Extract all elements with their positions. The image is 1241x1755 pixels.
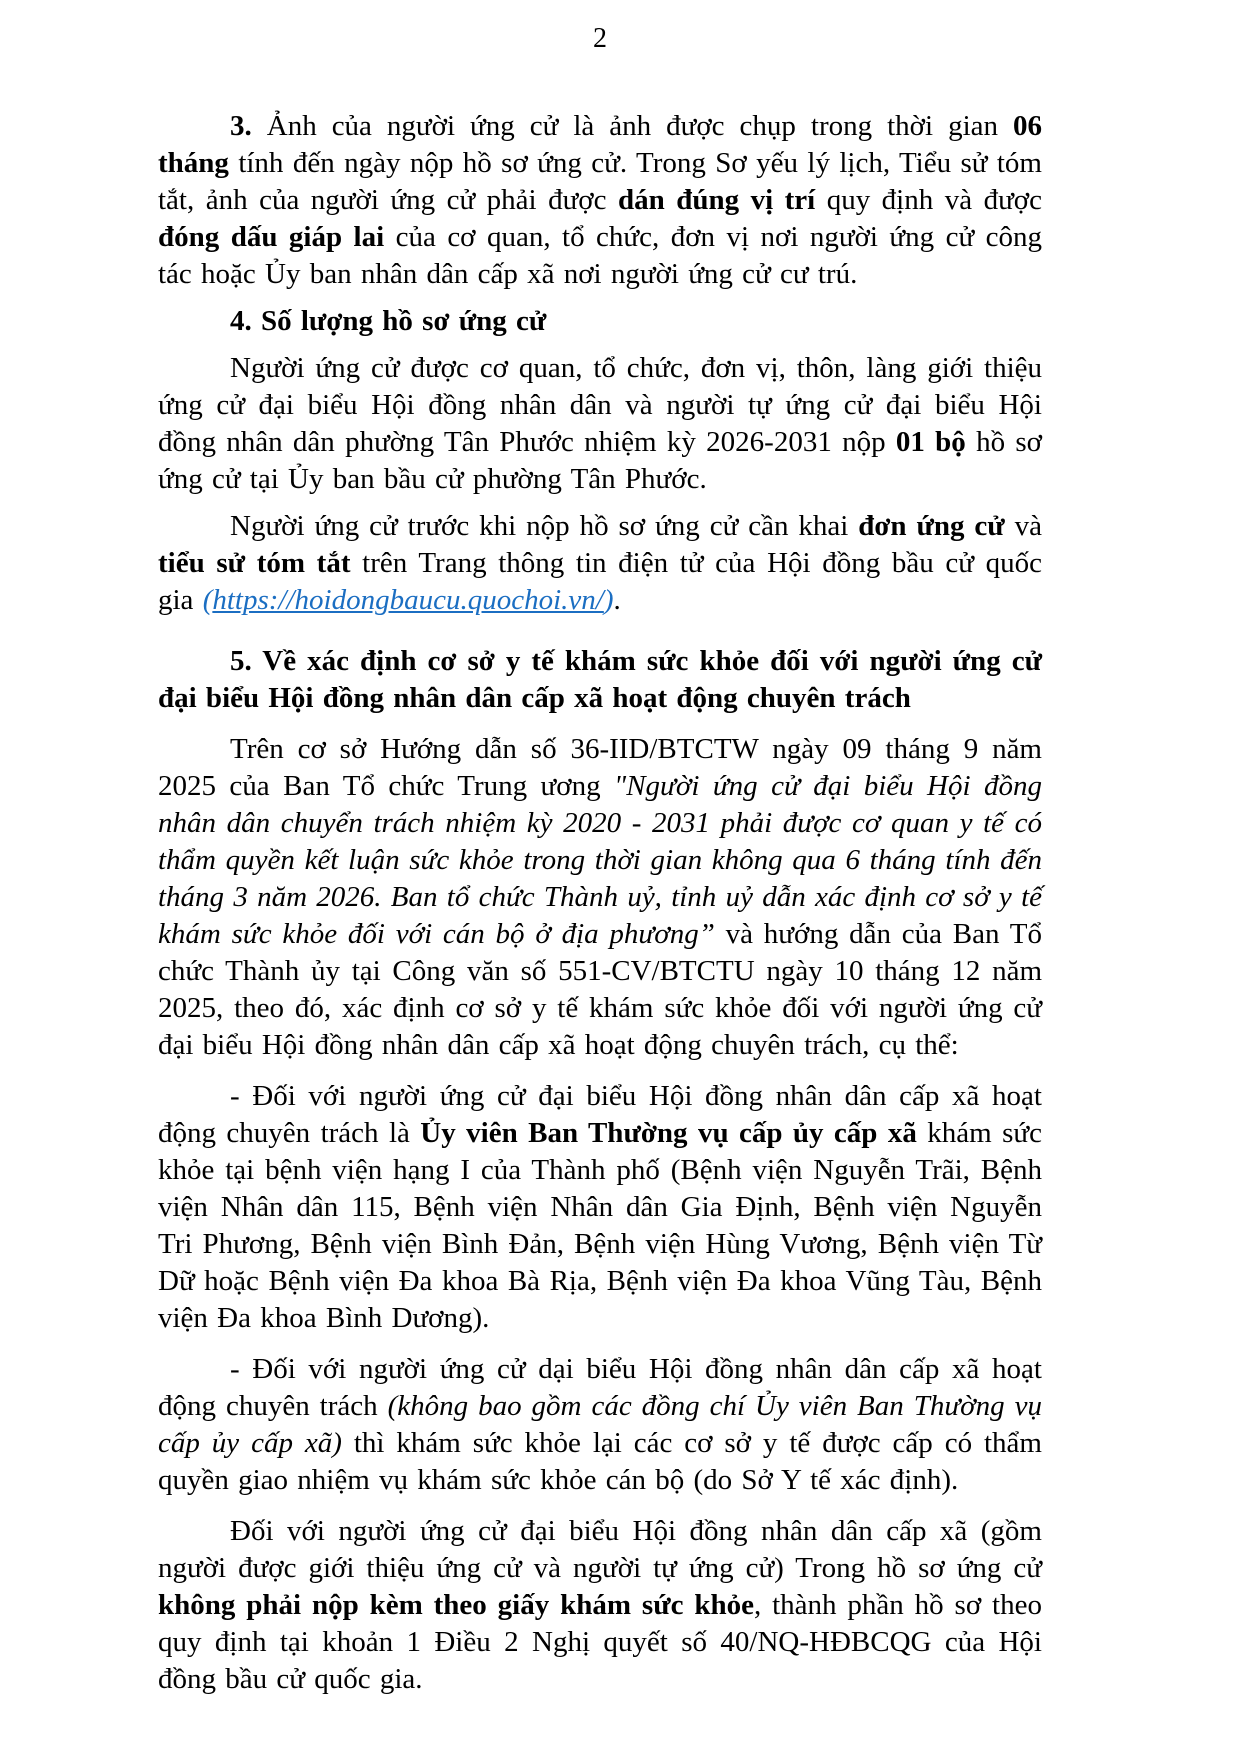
text-run: 01 bộ: [895, 426, 966, 458]
heading-5-kham-suc-khoe: [158, 643, 1042, 717]
text-run: đóng dấu giáp lai: [158, 221, 385, 253]
paragraph-5-uy-vien-thuong-vu: [158, 1078, 1042, 1337]
hyperlink-hoidongbaucu[interactable]: https://hoidongbaucu.quochoi.vn/: [212, 584, 604, 616]
text-run: Ảnh của người ứng cử là ảnh được chụp trong thời gian: [266, 110, 1013, 142]
paragraph-5-khong-bao-gom: [158, 1351, 1042, 1499]
text-run: Trên cơ sở Hướng dẫn số 36-IID/BTCTW ngày 09 tháng 9 năm 2025 của Ban Tổ chức Trung ương: [158, 733, 1042, 802]
text-run: "Người ứng cử đại biểu Hội đồng nhân dân chuyển trách nhiệm kỳ 2020 - 2031 phải được cơ quan y tế có thẩm quyền kết luận sức khỏe trong thời gian không qua 6 tháng tính đến tháng 3 năm 2026. Ban tổ chức Thành uỷ, tỉnh uỷ dẫn xác định cơ sở y tế khám sức khỏe đối với cán bộ ở địa phương”: [158, 770, 1042, 950]
text-run: - Đối với người ứng cử đại biểu Hội đồng nhân dân cấp xã hoạt động chuyên trách là: [158, 1080, 1042, 1149]
text-run: quy định và được: [815, 184, 1042, 216]
text-run: 06 tháng: [158, 110, 1042, 179]
paragraph-5-khong-nop-giay-kham: [158, 1513, 1042, 1698]
text-run: đơn ứng cử: [858, 510, 1005, 542]
text-run: ): [603, 584, 614, 616]
text-run: Người ứng cử được cơ quan, tổ chức, đơn vị, thôn, làng giới thiệu ứng cử đại biểu Hội đồng nhân dân và người tự ứng cử đại biểu Hội đồng nhân dân phường Tân Phước nhiệm kỳ 2026-2031 nộp: [158, 352, 1042, 458]
text-run: và: [1004, 510, 1042, 542]
text-run: trên Trang thông tin điện tử của Hội đồng bầu cử quốc gia: [158, 547, 1042, 616]
page-number: 2: [593, 23, 607, 54]
text-run: , thành phần hồ sơ theo quy định tại khoản 1 Điều 2 Nghị quyết số 40/NQ-HĐBCQG của Hội đồng bầu cử quốc gia.: [158, 1589, 1042, 1695]
paragraph-4-nop-ho-so: [158, 350, 1042, 498]
text-run: của cơ quan, tổ chức, đơn vị nơi người ứng cử công tác hoặc Ủy ban nhân dân cấp xã nơi người ứng cử cư trú.: [158, 221, 1042, 290]
document-body: [158, 108, 1042, 1708]
paragraph-4-khai-don-online: [158, 508, 1042, 619]
heading-4-so-luong-ho-so: [158, 303, 1042, 340]
text-run: 3.: [230, 110, 267, 142]
text-run: Người ứng cử trước khi nộp hồ sơ ứng cử cần khai: [230, 510, 859, 542]
text-run: (: [202, 584, 213, 616]
text-run: - Đối với người ứng cử dại biểu Hội đồng nhân dân cấp xã hoạt động chuyên trách: [158, 1353, 1042, 1422]
text-run: Ủy viên Ban Thường vụ cấp ủy cấp xã: [420, 1117, 917, 1149]
text-run: không phải nộp kèm theo giấy khám sức khỏe: [158, 1589, 754, 1621]
text-run: hồ sơ ứng cử tại Ủy ban bầu cử phường Tân Phước.: [158, 426, 1042, 495]
text-run: và hướng dẫn của Ban Tổ chức Thành ủy tại Công văn số 551-CV/BTCTU ngày 10 tháng 12 năm 2025, theo đó, xác định cơ sở y tế khám sức khỏe đối với người ứng cử đại biểu Hội đồng nhân dân cấp xã hoạt động chuyên trách, cụ thể:: [158, 918, 1042, 1061]
text-run: dán đúng vị trí: [617, 184, 816, 216]
text-run: .: [613, 584, 621, 616]
text-run: thì khám sức khỏe lại các cơ sở y tế được cấp có thẩm quyền giao nhiệm vụ khám sức khỏe cán bộ (do Sở Y tế xác định).: [158, 1427, 1042, 1496]
text-run: (không bao gồm các đồng chí Ủy viên Ban Thường vụ cấp ủy cấp xã): [158, 1390, 1042, 1459]
text-run: 4. Số lượng hồ sơ ứng cử: [230, 305, 547, 337]
text-run: tiểu sử tóm tắt: [158, 547, 351, 579]
paragraph-5-can-cu-huong-dan: [158, 731, 1042, 1064]
text-run: Đối với người ứng cử đại biểu Hội đồng nhân dân cấp xã (gồm người được giới thiệu ứng cử và người tự ứng cử) Trong hồ sơ ứng cử: [158, 1515, 1042, 1584]
text-run: tính đến ngày nộp hồ sơ ứng cử. Trong Sơ yếu lý lịch, Tiểu sử tóm tắt, ảnh của người ứng cử phải được: [158, 147, 1042, 216]
paragraph-3-photo-requirements: [158, 108, 1042, 293]
text-run: khám sức khỏe tại bệnh viện hạng I của Thành phố (Bệnh viện Nguyễn Trãi, Bệnh viện Nhân dân 115, Bệnh viện Nhân dân Gia Định, Bệnh viện Nguyễn Tri Phương, Bệnh viện Bình Đản, Bệnh viện Hùng Vương, Bệnh viện Từ Dữ hoặc Bệnh viện Đa khoa Bà Rịa, Bệnh viện Đa khoa Vũng Tàu, Bệnh viện Đa khoa Bình Dương).: [158, 1117, 1042, 1334]
text-run: 5. Về xác định cơ sở y tế khám sức khỏe đối với người ứng cử đại biểu Hội đồng nhân dân cấp xã hoạt động chuyên trách: [158, 645, 1042, 714]
